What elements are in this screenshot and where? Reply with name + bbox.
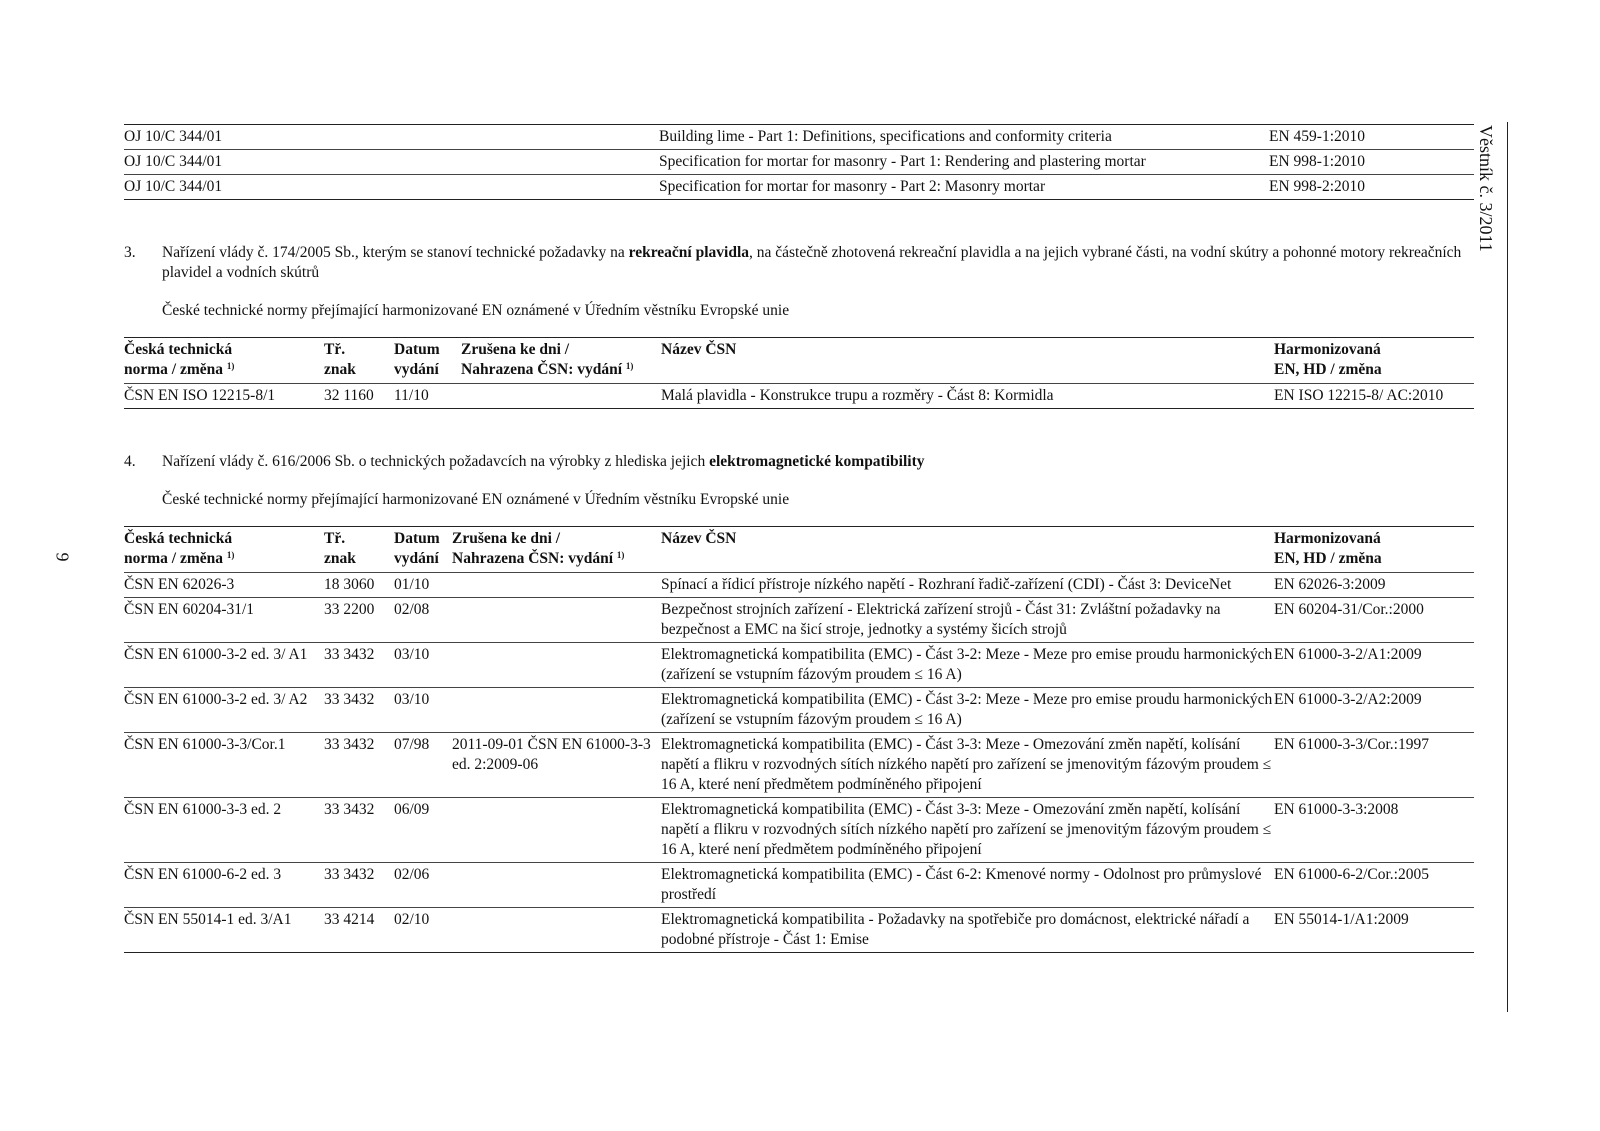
csn-title: Elektromagnetická kompatibilita (EMC) - Část 6-2: Kmenové normy - Odolnost pro průmyslové prostředí — [661, 863, 1274, 908]
table-row — [124, 598, 1474, 643]
side-divider-line — [1507, 122, 1508, 1012]
replaced-by — [452, 908, 661, 953]
replaced-by — [461, 384, 661, 409]
class-code: 33 2200 — [324, 598, 394, 643]
section-heading — [162, 452, 1474, 472]
issue-date: 07/98 — [394, 733, 452, 798]
class-code: 32 1160 — [324, 387, 374, 404]
csn-title: Malá plavidla - Konstrukce trupu a rozměry - Část 8: Kormidla — [661, 387, 1054, 404]
harmonized-en: EN 61000-3-2/A1:2009 — [1274, 643, 1474, 688]
harmonized-en: EN 61000-3-2/A2:2009 — [1274, 688, 1474, 733]
section-heading-text: Nařízení vlády č. 174/2005 Sb., kterým se stanoví technické požadavky na — [162, 244, 629, 261]
class-code: 18 3060 — [324, 576, 375, 593]
side-header — [1470, 125, 1500, 265]
issue-date: 11/10 — [394, 387, 429, 404]
side-header-text: Věstník č. 3/2011 — [1476, 125, 1496, 252]
table-row — [124, 573, 1474, 598]
en-code: EN 998-2:2010 — [1269, 175, 1474, 200]
table-row — [124, 863, 1474, 908]
table-header-row — [124, 527, 1474, 573]
harmonized-en: EN 61000-6-2/Cor.:2005 — [1274, 863, 1474, 908]
csn-norm: ČSN EN 61000-3-3/Cor.1 — [124, 733, 324, 798]
norms-table-4 — [124, 526, 1474, 953]
table-row — [124, 908, 1474, 953]
replaced-by — [452, 798, 661, 863]
standard-title: Specification for mortar for masonry - Part 1: Rendering and plastering mortar — [659, 150, 1269, 175]
header-norma: Česká technická norma / změna $^{1)}$ — [124, 338, 324, 384]
header-nazev: Název ČSN — [661, 338, 1274, 384]
en-code: EN 459-1:2010 — [1269, 128, 1366, 145]
table-header-row — [124, 338, 1474, 384]
header-znak: Tř. znak — [324, 338, 394, 384]
csn-title: Elektromagnetická kompatibilita (EMC) - Část 3-3: Meze - Omezování změn napětí, kolísání napětí a flikru v rozvodných sítích nízkého napětí pro zařízení se jmenovitým fázovým proudem ≤ 16 A, které není předmětem podmíněného připojení — [661, 798, 1274, 863]
table-row — [124, 150, 1474, 175]
harmonized-en: EN 62026-3:2009 — [1274, 576, 1386, 593]
csn-title: Bezpečnost strojních zařízení - Elektrická zařízení strojů - Část 31: Zvláštní požadavky na bezpečnost a EMC na šicí stroje, jednotky a systémy šicích strojů — [661, 598, 1274, 643]
table-row — [124, 643, 1474, 688]
section-subtitle: České technické normy přejímající harmonizované EN oznámené v Úředním věstníku Evropské unie — [162, 302, 790, 319]
replaced-by — [452, 573, 661, 598]
class-code: 33 4214 — [324, 908, 394, 953]
csn-norm: ČSN EN 60204-31/1 — [124, 598, 324, 643]
harmonized-en: EN ISO 12215-8/ AC:2010 — [1274, 387, 1444, 404]
section-number: 3. — [124, 244, 136, 261]
csn-title: Elektromagnetická kompatibilita (EMC) - Část 3-3: Meze - Omezování změn napětí, kolísání napětí a flikru v rozvodných sítích nízkého napětí pro zařízení se jmenovitým fázovým proudem ≤ 16 A, které není předmětem podmíněného připojení — [661, 733, 1274, 798]
csn-title: Elektromagnetická kompatibilita - Požadavky na spotřebiče pro domácnost, elektrické nářadí a podobné přístroje - Část 1: Emise — [661, 908, 1274, 953]
harmonized-en: EN 61000-3-3/Cor.:1997 — [1274, 733, 1474, 798]
csn-norm: ČSN EN 62026-3 — [124, 576, 235, 593]
header-norma: Česká technická norma / změna $^{1)}$ — [124, 527, 324, 573]
csn-norm: ČSN EN 55014-1 ed. 3/A1 — [124, 908, 324, 953]
header-harmonizovana: Harmonizovaná EN, HD / změna — [1274, 338, 1474, 384]
class-code: 33 3432 — [324, 863, 394, 908]
table-row — [124, 733, 1474, 798]
csn-norm: ČSN EN 61000-3-2 ed. 3/ A2 — [124, 688, 324, 733]
issue-date: 02/08 — [394, 598, 452, 643]
issue-date: 02/10 — [394, 908, 452, 953]
replaced-by — [452, 598, 661, 643]
section-subtitle: České technické normy přejímající harmonizované EN oznámené v Úředním věstníku Evropské unie — [162, 491, 790, 508]
oj-reference: OJ 10/C 344/01 — [124, 175, 659, 200]
section-number: 4. — [124, 453, 136, 470]
harmonized-en: EN 55014-1/A1:2009 — [1274, 908, 1474, 953]
issue-date: 03/10 — [394, 688, 452, 733]
csn-norm: ČSN EN 61000-6-2 ed. 3 — [124, 863, 324, 908]
table-row — [124, 384, 1474, 409]
csn-title: Elektromagnetická kompatibilita (EMC) - Část 3-2: Meze - Meze pro emise proudu harmonických (zařízení se vstupním fázovým proudem ≤ 16 A) — [661, 688, 1274, 733]
table-row — [124, 175, 1474, 200]
section-heading-text-end: , na částečně zhotovená rekreační plavidla a na jejich vybrané části, na vodní skútry a pohonné motory rekreačních plavidel a vodních skútrů — [162, 244, 1462, 281]
page-number: 9 — [52, 552, 73, 562]
oj-reference: OJ 10/C 344/01 — [124, 150, 659, 175]
replaced-by — [452, 863, 661, 908]
table-row — [124, 125, 1474, 150]
header-datum: Datum vydání — [394, 527, 452, 573]
section-heading-text: Nařízení vlády č. 616/2006 Sb. o technických požadavcích na výrobky z hlediska jejich — [162, 453, 710, 470]
csn-norm: ČSN EN 61000-3-2 ed. 3/ A1 — [124, 643, 324, 688]
replaced-by — [452, 643, 661, 688]
csn-title: Elektromagnetická kompatibilita (EMC) - Část 3-2: Meze - Meze pro emise proudu harmonických (zařízení se vstupním fázovým proudem ≤ 16 A) — [661, 643, 1274, 688]
section-3 — [124, 243, 1474, 321]
class-code: 33 3432 — [324, 643, 394, 688]
header-harmonizovana: Harmonizovaná EN, HD / změna — [1274, 527, 1474, 573]
issue-date: 02/06 — [394, 863, 452, 908]
replaced-by — [452, 688, 661, 733]
csn-norm: ČSN EN 61000-3-3 ed. 2 — [124, 798, 324, 863]
issue-date: 01/10 — [394, 576, 430, 593]
replaced-by: 2011-09-01 ČSN EN 61000-3-3 ed. 2:2009-06 — [452, 733, 661, 798]
issue-date: 06/09 — [394, 798, 452, 863]
table-row — [124, 688, 1474, 733]
class-code: 33 3432 — [324, 733, 394, 798]
class-code: 33 3432 — [324, 688, 394, 733]
standard-title: Specification for mortar for masonry - Part 2: Masonry mortar — [659, 175, 1269, 200]
header-zrusena: Zrušena ke dni / Nahrazena ČSN: vydání $^{1)}$ — [461, 338, 661, 384]
page-content — [124, 124, 1474, 953]
section-heading-bold: elektromagnetické kompatibility — [709, 453, 925, 470]
harmonized-en: EN 60204-31/Cor.:2000 — [1274, 598, 1474, 643]
header-nazev: Název ČSN — [661, 527, 1274, 573]
standard-title: Building lime - Part 1: Definitions, specifications and conformity criteria — [659, 128, 1112, 145]
section-4 — [124, 452, 1474, 510]
en-code: EN 998-1:2010 — [1269, 150, 1474, 175]
issue-date: 03/10 — [394, 643, 452, 688]
norms-table-3 — [124, 337, 1474, 409]
header-datum: Datum vydání — [394, 338, 461, 384]
class-code: 33 3432 — [324, 798, 394, 863]
oj-reference: OJ 10/C 344/01 — [124, 128, 223, 145]
header-zrusena: Zrušena ke dni / Nahrazena ČSN: vydání $^{1)}$ — [452, 527, 661, 573]
header-znak: Tř. znak — [324, 527, 394, 573]
section-heading — [162, 243, 1474, 283]
section-heading-bold: rekreační plavidla — [628, 244, 750, 261]
csn-norm: ČSN EN ISO 12215-8/1 — [124, 387, 276, 404]
harmonized-en: EN 61000-3-3:2008 — [1274, 798, 1474, 863]
csn-title: Spínací a řídicí přístroje nízkého napětí - Rozhraní řadič-zařízení (CDI) - Část 3: DeviceNet — [661, 576, 1232, 593]
table-row — [124, 798, 1474, 863]
oj-table — [124, 124, 1474, 200]
